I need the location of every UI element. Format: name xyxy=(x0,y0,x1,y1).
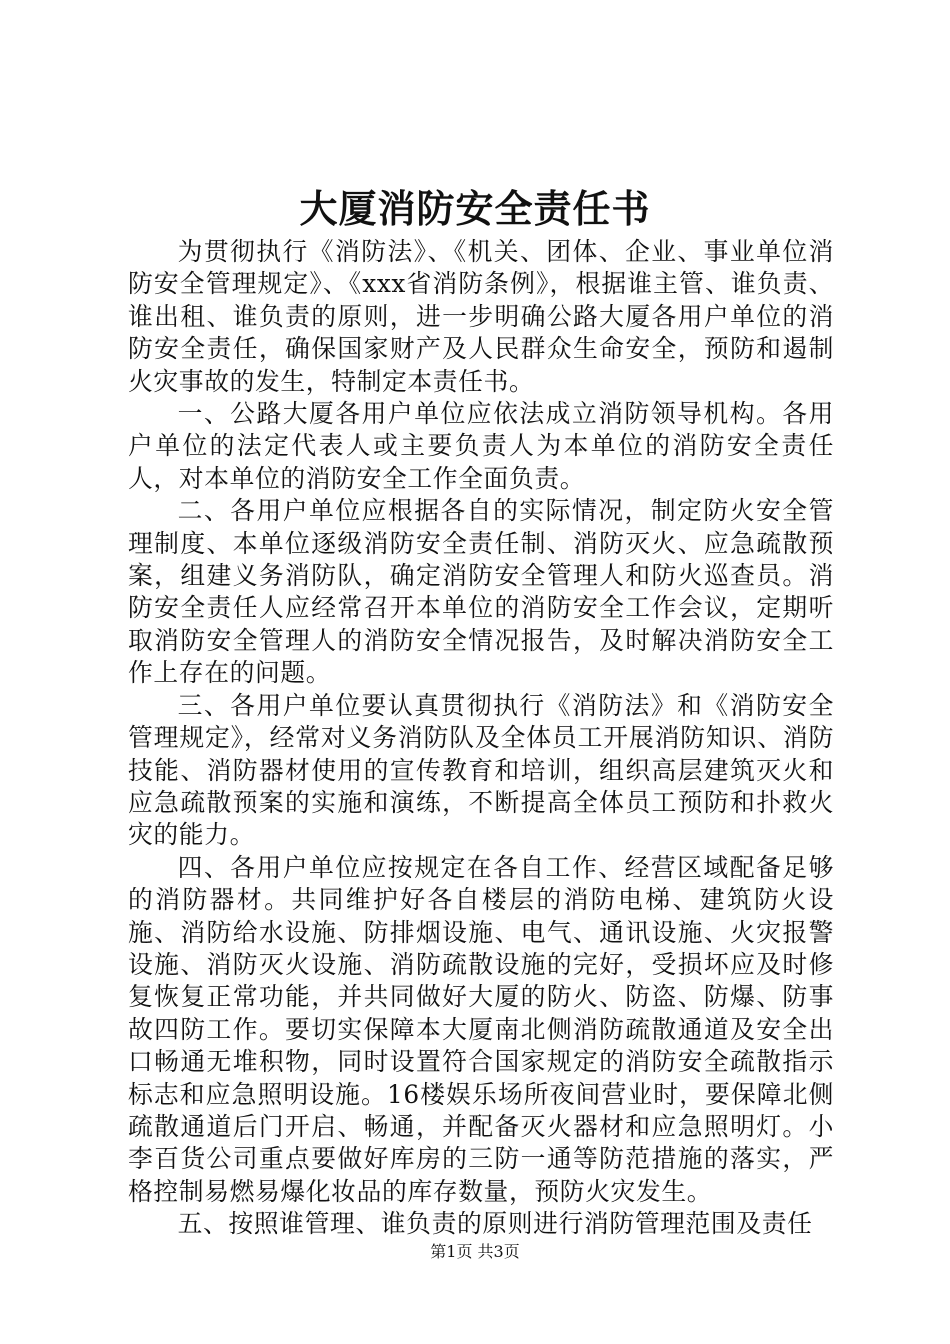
paragraph-section-2: 二、各用户单位应根据各自的实际情况，制定防火安全管理制度、本单位逐级消防安全责任制、消防灭火、应急疏散预案，组建义务消防队，确定消防安全管理人和防火巡查员。消防安全责任人应经常召开本单位的消防安全工作会议，定期听取消防安全管理人的消防安全情况报告，及时解决消防安全工作上存在的问题。 xyxy=(128,496,834,688)
paragraph-section-1: 一、公路大厦各用户单位应依法成立消防领导机构。各用户单位的法定代表人或主要负责人为本单位的消防安全责任人，对本单位的消防安全工作全面负责。 xyxy=(128,399,834,493)
paragraph-section-3: 三、各用户单位要认真贯彻执行《消防法》和《消防安全管理规定》，经常对义务消防队及全体员工开展消防知识、消防技能、消防器材使用的宣传教育和培训，组织高层建筑灭火和应急疏散预案的实施和演练，不断提高全体员工预防和扑救火灾的能力。 xyxy=(128,690,834,850)
paragraph-section-4: 四、各用户单位应按规定在各自工作、经营区域配备足够的消防器材。共同维护好各自楼层的消防电梯、建筑防火设施、消防给水设施、防排烟设施、电气、通讯设施、火灾报警设施、消防灭火设施、消防疏散设施的完好，受损坏应及时修复恢复正常功能，并共同做好大厦的防火、防盗、防爆、防事故四防工作。要切实保障本大厦南北侧消防疏散通道及安全出口畅通无堆积物，同时设置符合国家规定的消防安全疏散指示标志和应急照明设施。16楼娱乐场所夜间营业时，要保障北侧疏散通道后门开启、畅通，并配备灭火器材和应急照明灯。小李百货公司重点要做好库房的三防一通等防范措施的落实，严格控制易燃易爆化妆品的库存数量，预防火灾发生。 xyxy=(128,852,834,1206)
paragraph-intro: 为贯彻执行《消防法》、《机关、团体、企业、事业单位消防安全管理规定》、《xxx省消防条例》，根据谁主管、谁负责、谁出租、谁负责的原则，进一步明确公路大厦各用户单位的消防安全责任，确保国家财产及人民群众生命安全，预防和遏制火灾事故的发生，特制定本责任书。 xyxy=(128,237,834,396)
document-title: 大厦消防安全责任书 xyxy=(299,186,651,231)
page-footer: 第1页 共3页 xyxy=(430,1242,520,1261)
document-body xyxy=(128,236,834,1241)
paragraph-section-5: 五、按照谁管理、谁负责的原则进行消防管理范围及责任 xyxy=(177,1209,813,1239)
